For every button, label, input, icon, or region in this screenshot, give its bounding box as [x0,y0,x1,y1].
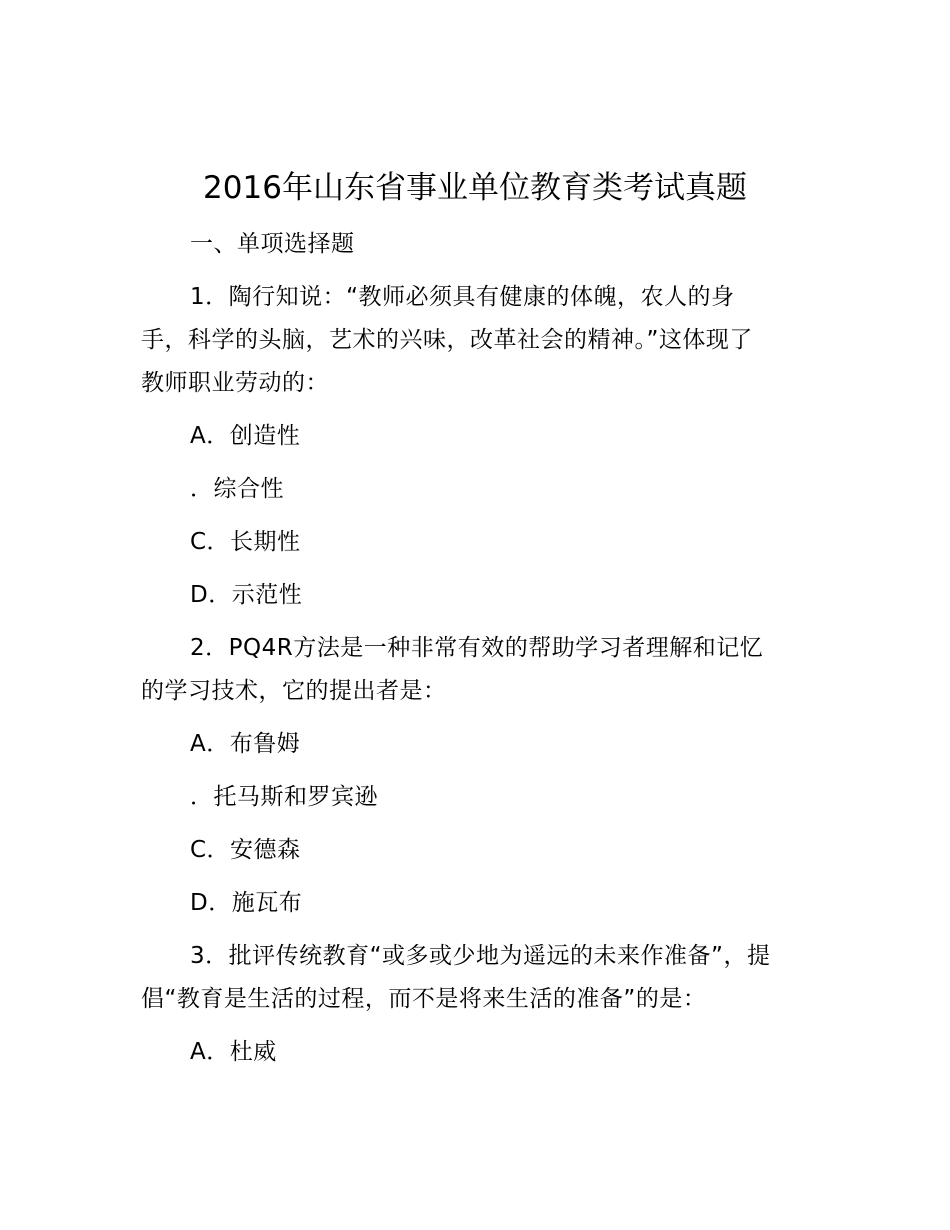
question-3-stem-line-1: 3．批评传统教育“或多或少地为遥远的未来作准备”，提 [190,943,771,969]
question-1-option-d: D．示范性 [190,582,303,608]
question-1-stem-line-2: 手，科学的头脑，艺术的兴味，改革社会的精神。”这体现了 [141,327,753,353]
question-1-stem-line-1: 1．陶行知说：“教师必须具有健康的体魄，农人的身 [190,284,735,310]
question-2-option-d: D．施瓦布 [190,890,303,916]
question-2-option-b: ．托马斯和罗宾逊 [190,784,378,810]
document-title: 2016年山东省事业单位教育类考试真题 [203,170,747,206]
question-3-stem-line-2: 倡“教育是生活的过程，而不是将来生活的准备”的是： [141,986,707,1012]
question-1-option-c: C．长期性 [190,529,301,555]
question-1-option-b: ．综合性 [190,476,284,502]
question-2-option-c: C．安德森 [190,837,301,863]
question-2-option-a: A．布鲁姆 [190,731,301,757]
question-2-stem-line-1: 2．PQ4R方法是一种非常有效的帮助学习者理解和记忆 [190,635,764,661]
question-3-option-a: A．杜威 [190,1039,277,1065]
question-1-option-a: A．创造性 [190,423,301,449]
section-heading: 一、单项选择题 [190,231,355,257]
question-1-stem-line-3: 教师职业劳动的： [141,370,329,396]
question-2-stem-line-2: 的学习技术，它的提出者是： [141,678,447,704]
